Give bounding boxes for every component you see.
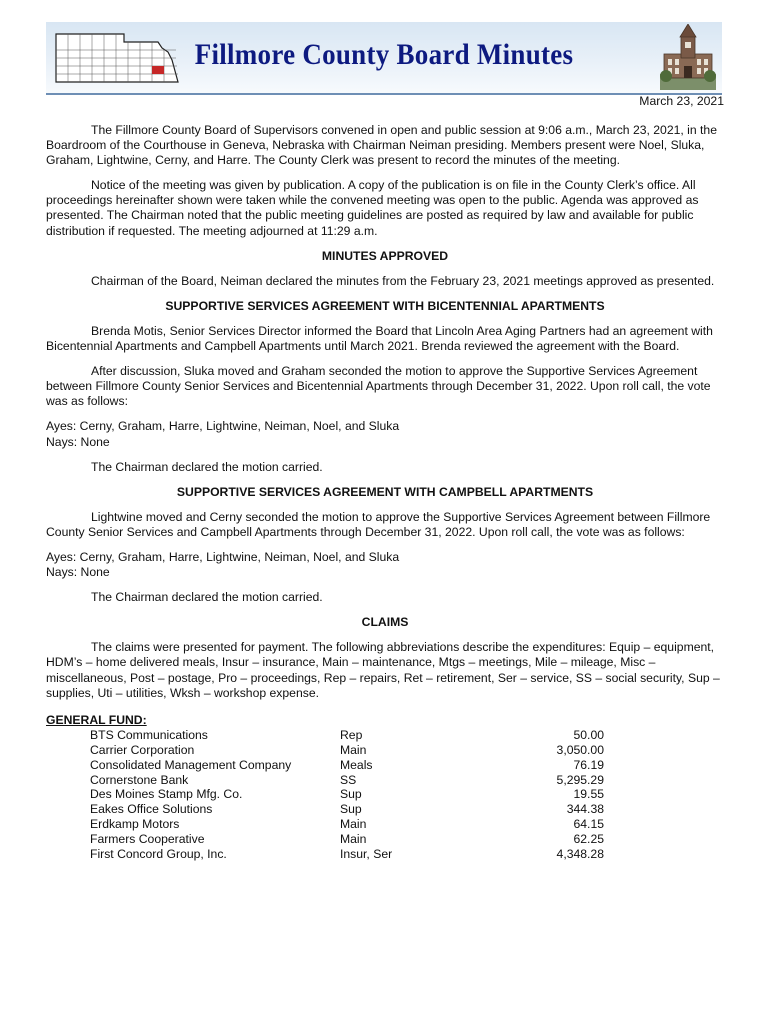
header-banner — [46, 22, 722, 95]
table-row — [90, 802, 604, 817]
table-row — [90, 743, 604, 758]
claim-code: Rep — [340, 727, 363, 742]
intro-paragraph: The Fillmore County Board of Supervisors convened in open and public session at 9:06 a.m., March 23, 2021, in the Boardroom of the Courthouse in Geneva, Nebraska with Chairman Neiman presiding. Members present were Noel, Sluka, Graham, Lightwine, Cerny, and Harre. The County Clerk was present to record the minutes of the meeting. — [46, 123, 717, 168]
table-row — [90, 787, 604, 802]
claim-code: SS — [340, 772, 357, 787]
section-heading-minutes: MINUTES APPROVED — [321, 248, 449, 263]
bicentennial-ayes: Ayes: Cerny, Graham, Harre, Lightwine, Neiman, Noel, and Sluka — [46, 419, 400, 434]
claim-code: Sup — [340, 787, 362, 802]
claim-amount: 3,050.00 — [556, 742, 604, 757]
campbell-paragraph: Lightwine moved and Cerny seconded the motion to approve the Supportive Services Agreement between Fillmore County Senior Services and Campbell Apartments through December 31, 2022. Upon roll call, the vote was as follows: — [46, 509, 711, 539]
claim-code: Meals — [340, 757, 373, 772]
claim-code: Main — [340, 742, 367, 757]
claim-amount: 76.19 — [573, 757, 604, 772]
claim-amount: 62.25 — [573, 832, 604, 847]
table-row — [90, 773, 604, 788]
courthouse-icon — [660, 24, 716, 90]
claim-vendor: BTS Communications — [90, 727, 208, 742]
claim-amount: 344.38 — [566, 802, 604, 817]
bicentennial-paragraph-1: Brenda Motis, Senior Services Director informed the Board that Lincoln Area Aging Partners had an agreement with Bicentennial Apartments and Campbell Apartments until March 2021. Brenda reviewed the agreement with the Board. — [46, 323, 713, 354]
campbell-ayes: Ayes: Cerny, Graham, Harre, Lightwine, Neiman, Noel, and Sluka — [46, 549, 400, 564]
claim-code: Sup — [340, 802, 362, 817]
section-heading-bicentennial: SUPPORTIVE SERVICES AGREEMENT WITH BICENTENNIAL APARTMENTS — [165, 298, 605, 313]
campbell-vote — [46, 550, 724, 580]
minutes-paragraph: Chairman of the Board, Neiman declared the minutes from the February 23, 2021 meetings approved as presented. — [91, 273, 715, 288]
campbell-carried: The Chairman declared the motion carried. — [91, 590, 323, 605]
notice-paragraph: Notice of the meeting was given by publication. A copy of the publication is on file in the County Clerk’s office. All proceedings hereinafter shown were taken while the convened meeting was open to the public. Agenda was approved as presented. The Chairman noted that the public meeting guidelines are posted as required by law and available for public distribution if requested. The meeting adjourned at 11:29 a.m. — [46, 178, 699, 238]
general-fund-table — [90, 728, 604, 862]
claim-code: Insur, Ser — [340, 847, 393, 862]
bicentennial-nays: Nays: None — [46, 434, 110, 449]
section-heading-campbell: SUPPORTIVE SERVICES AGREEMENT WITH CAMPBELL APARTMENTS — [176, 484, 594, 499]
claim-vendor: Farmers Cooperative — [90, 832, 205, 847]
table-row — [90, 817, 604, 832]
claim-code: Main — [340, 817, 367, 832]
claim-vendor: Carrier Corporation — [90, 742, 195, 757]
claim-vendor: Consolidated Management Company — [90, 757, 292, 772]
section-heading-claims: CLAIMS — [361, 615, 409, 630]
claim-amount: 64.15 — [573, 817, 604, 832]
claim-code: Main — [340, 832, 367, 847]
bicentennial-paragraph-2: After discussion, Sluka moved and Graham seconded the motion to approve the Supportive Services Agreement between Fillmore County Senior Services and Bicentennial Apartments through December 31, 2022. Upon roll call, the vote was as follows: — [46, 364, 711, 409]
minutes-body — [46, 123, 724, 862]
table-row — [90, 728, 604, 743]
campbell-nays: Nays: None — [46, 565, 110, 580]
general-fund-title: GENERAL FUND: — [46, 712, 147, 727]
claim-vendor: Eakes Office Solutions — [90, 802, 213, 817]
claim-vendor: Cornerstone Bank — [90, 772, 189, 787]
claim-vendor: Des Moines Stamp Mfg. Co. — [90, 787, 243, 802]
bicentennial-carried: The Chairman declared the motion carried. — [91, 459, 323, 474]
meeting-date: March 23, 2021 — [639, 94, 724, 108]
claim-vendor: Erdkamp Motors — [90, 817, 180, 832]
claim-amount: 50.00 — [573, 727, 604, 742]
claim-amount: 5,295.29 — [556, 772, 604, 787]
table-row — [90, 847, 604, 862]
claim-amount: 4,348.28 — [556, 847, 604, 862]
bicentennial-vote — [46, 419, 724, 449]
banner-title: Fillmore County Board Minutes — [194, 38, 574, 71]
table-row — [90, 758, 604, 773]
claims-paragraph: The claims were presented for payment. The following abbreviations describe the expenditures: Equip – equipment, HDM’s – home delivered meals, Insur – insurance, Main – maintenance, Mtgs – meetings, Mile – mileage, Misc – miscellaneous, Post – postage, Pro – proceedings, Rep – repairs, Ret – retirement, Ser – service, SS – social security, Sup – supplies, Uti – utilities, Wksh – workshop expense. — [46, 640, 720, 700]
claim-vendor: First Concord Group, Inc. — [90, 847, 227, 862]
claim-amount: 19.55 — [573, 787, 604, 802]
table-row — [90, 832, 604, 847]
